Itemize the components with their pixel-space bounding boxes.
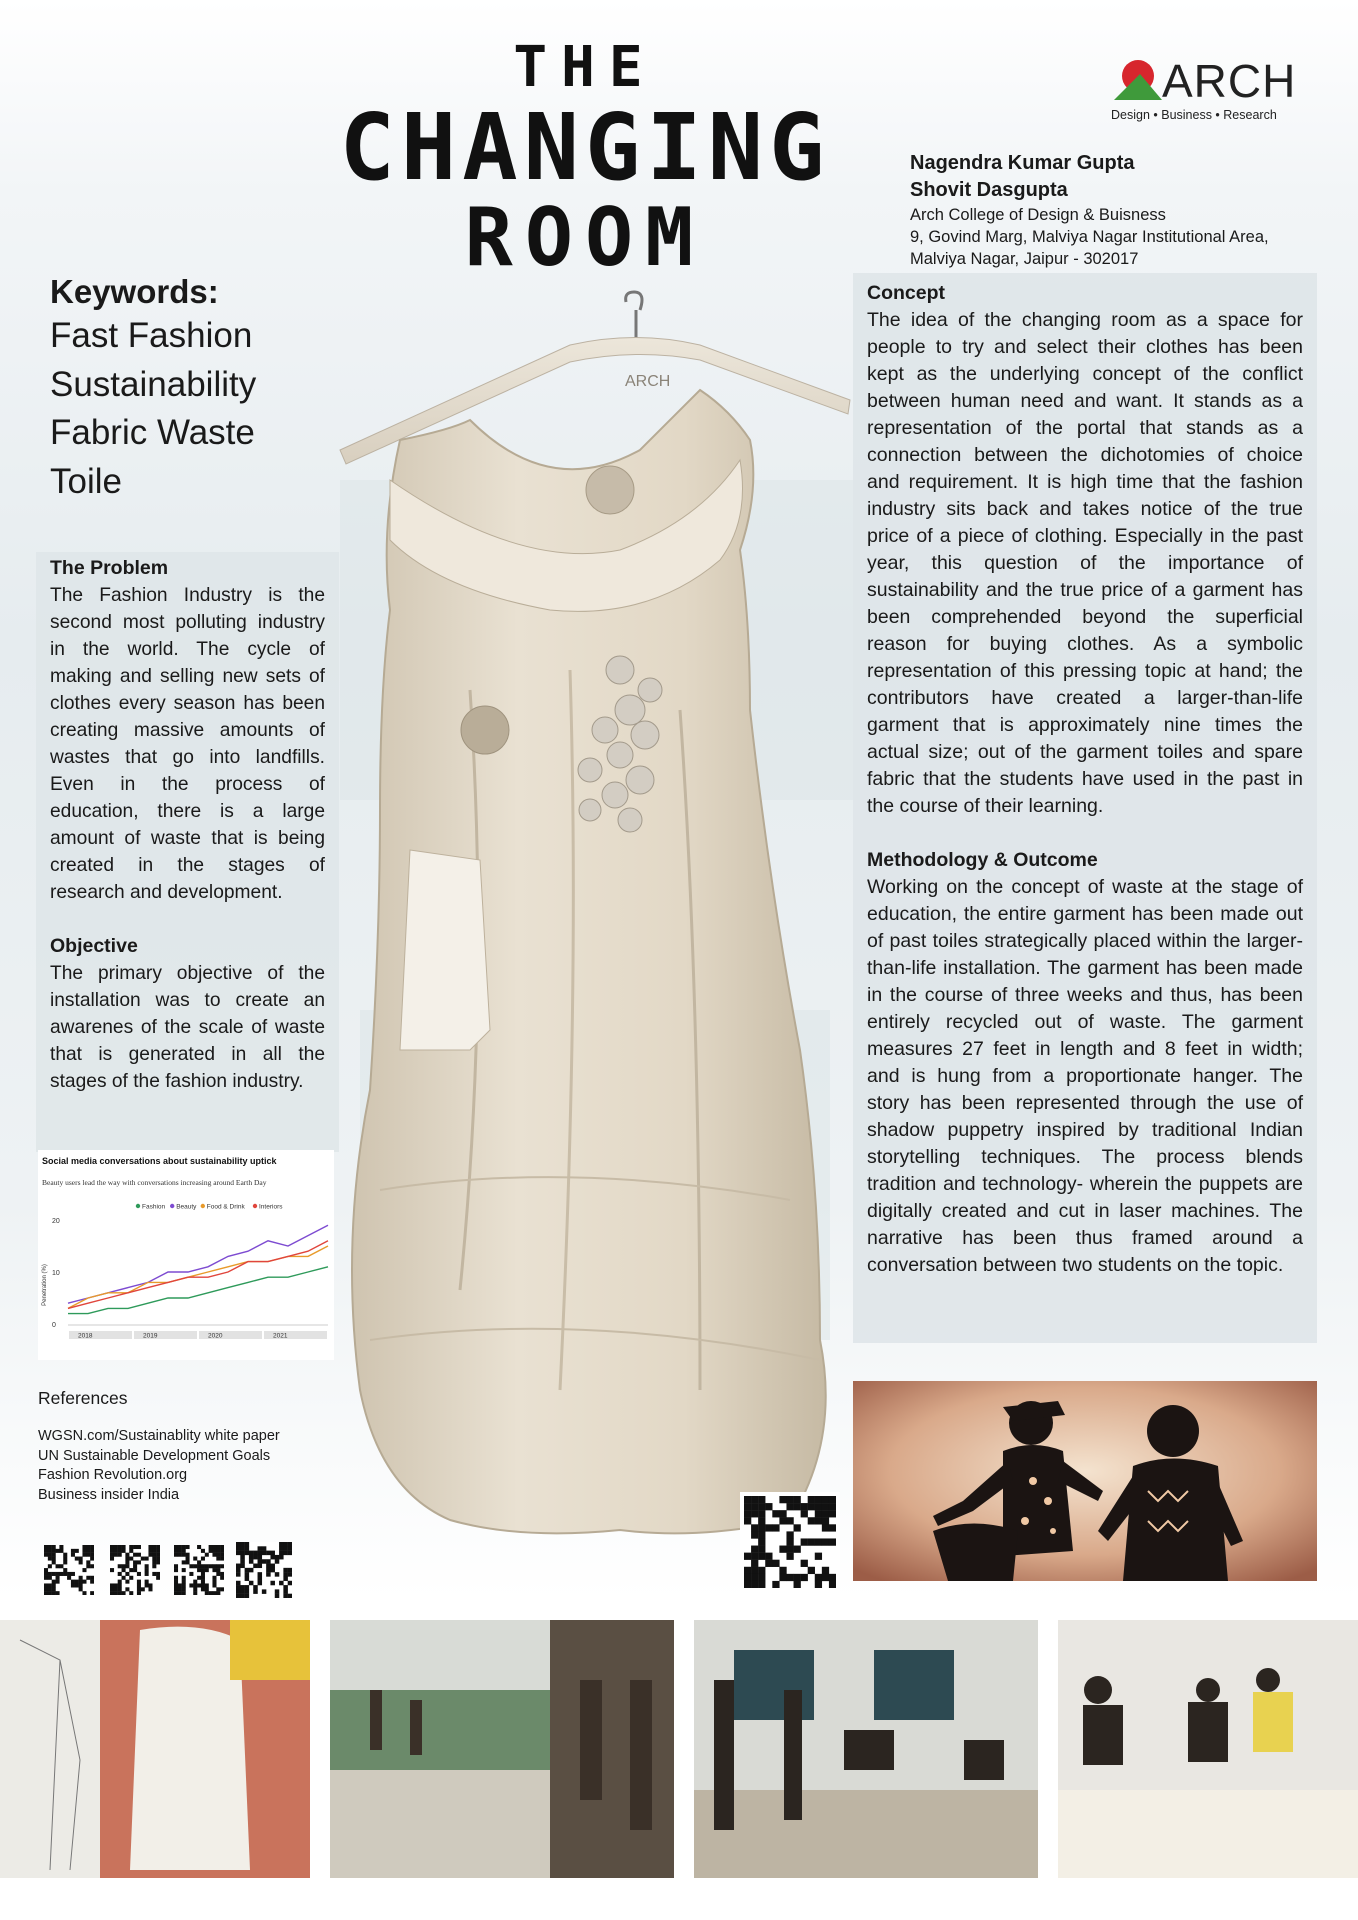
legend-label: Food & Drink — [206, 1203, 245, 1211]
references-heading: References — [38, 1388, 128, 1408]
concept-heading: Concept — [867, 282, 945, 304]
qr-code[interactable] — [174, 1545, 224, 1595]
shadow-puppet-photo — [853, 1381, 1317, 1581]
author-name: Shovit Dasgupta — [910, 179, 1068, 201]
qr-code[interactable] — [740, 1492, 840, 1592]
address-line-1: 9, Govind Marg, Malviya Nagar Institutional Area, — [910, 228, 1269, 246]
legend-swatch — [201, 1204, 205, 1208]
reference-item: WGSN.com/Sustainablity white paper — [38, 1428, 280, 1444]
x-tick-label: 2019 — [143, 1332, 158, 1340]
fabric-cutting-photo — [1058, 1620, 1358, 1878]
keyword-item: Sustainability — [50, 364, 257, 404]
legend-swatch — [136, 1204, 140, 1208]
series-line-fashion — [68, 1267, 328, 1314]
reference-item: Business insider India — [38, 1486, 180, 1503]
dress-installation-photo — [320, 290, 880, 1610]
left-text-content — [50, 555, 325, 1095]
y-tick-label: 20 — [52, 1218, 60, 1225]
problem-body: The Fashion Industry is the second most polluting industry in the world. The cycle of making and selling new sets of clothes every season has been creating massive amounts of wastes that go into landfills. Even in the process of education, there is a large amount of waste that is being created in the stages of research and development. — [50, 585, 325, 903]
indoor-workshop-photo — [694, 1620, 1038, 1878]
sustainability-chart — [38, 1150, 334, 1360]
pattern-drafting-photo — [0, 1620, 310, 1878]
title-line-2: CHANGING — [339, 94, 831, 201]
keyword-item: Fabric Waste — [50, 413, 255, 452]
x-tick-label: 2021 — [273, 1332, 288, 1340]
references-block — [38, 1388, 308, 1505]
reference-item: Fashion Revolution.org — [38, 1467, 188, 1483]
keyword-item: Fast Fashion — [50, 316, 253, 355]
concept-body: The idea of the changing room as a space for people to try and select their clothes has been kept as the underlying concept of the conflict between human need and want. It stands as a representation of the portal that stands as a connection between the dichotomies of choice and requirement. It is high time that the fashion industry sits back and takes notice of the true price of a piece of clothing. Especially in the past year, this question of the importance of sustainability and the true price of a garment has been comprehended beyond the superficial reason for buying clothes. As a symbolic representation of this pressing topic at hand; the contributors have created a larger-than-life garment that is approximately nine times the actual size; out of the garment toiles and spare fabric that the students have used in the past in the course of their learning. — [867, 309, 1303, 817]
logo-tagline: Design • Business • Research — [1111, 108, 1277, 122]
authors-block — [910, 150, 1330, 270]
legend-label: Beauty — [176, 1203, 197, 1211]
author-name: Nagendra Kumar Gupta — [910, 152, 1135, 174]
methodology-body: Working on the concept of waste at the stage of education, the entire garment has been made out of past toiles strategically placed within the larger-than-life installation. The garment has been made in the course of three weeks and thus, has been entirely recycled out of waste. The garment measures 27 feet in length and 8 feet in width; and is hung from a proportionate hanger. The story has been represented through the use of shadow puppetry inspired by traditional Indian storytelling techniques. The process blends tradition and technology- wherein the puppets are digitally created and cut in laser machines. The narrative has been thus framed around a conversation between two students on the topic. — [867, 876, 1303, 1276]
methodology-heading: Methodology & Outcome — [867, 849, 1098, 871]
legend-label: Fashion — [142, 1203, 166, 1211]
keyword-item: Toile — [50, 461, 122, 501]
x-tick-label: 2018 — [78, 1332, 93, 1340]
series-line-beauty — [68, 1225, 328, 1303]
arch-logo-icon — [1112, 52, 1164, 104]
hanger-label: ARCH — [625, 373, 671, 390]
qr-code[interactable] — [110, 1545, 160, 1595]
title-line-1: THE — [513, 35, 657, 100]
y-axis-label: Penetration (%) — [42, 1264, 48, 1306]
right-text-content — [867, 280, 1303, 1279]
objective-heading: Objective — [50, 935, 138, 957]
title-line-3: ROOM — [464, 191, 706, 284]
institution: Arch College of Design & Buisness — [910, 206, 1166, 224]
chart-title: Social media conversations about sustainability uptick — [42, 1156, 277, 1166]
reference-item: UN Sustainable Development Goals — [38, 1447, 271, 1464]
legend-swatch — [253, 1204, 257, 1208]
legend-swatch — [170, 1204, 174, 1208]
poster-title — [300, 35, 870, 284]
address-line-2: Malviya Nagar, Jaipur - 302017 — [910, 250, 1139, 268]
keywords-block — [50, 272, 350, 506]
qr-code[interactable] — [44, 1545, 94, 1595]
keywords-heading: Keywords: — [50, 273, 219, 310]
chart-svg — [38, 1150, 334, 1360]
y-tick-label: 0 — [52, 1322, 56, 1329]
outdoor-workshop-photo — [330, 1620, 674, 1878]
qr-code[interactable] — [236, 1542, 292, 1598]
logo-wordmark: ARCH — [1162, 55, 1297, 107]
x-tick-label: 2020 — [208, 1332, 223, 1340]
problem-heading: The Problem — [50, 557, 169, 579]
chart-subtitle: Beauty users lead the way with conversations increasing around Earth Day — [42, 1178, 267, 1187]
objective-body: The primary objective of the installation was to create an awarenes of the scale of waste that is generated in all the stages of the fashion industry. — [50, 963, 325, 1092]
arch-logo — [1108, 48, 1328, 128]
legend-label: Interiors — [259, 1203, 283, 1211]
y-tick-label: 10 — [52, 1270, 60, 1277]
